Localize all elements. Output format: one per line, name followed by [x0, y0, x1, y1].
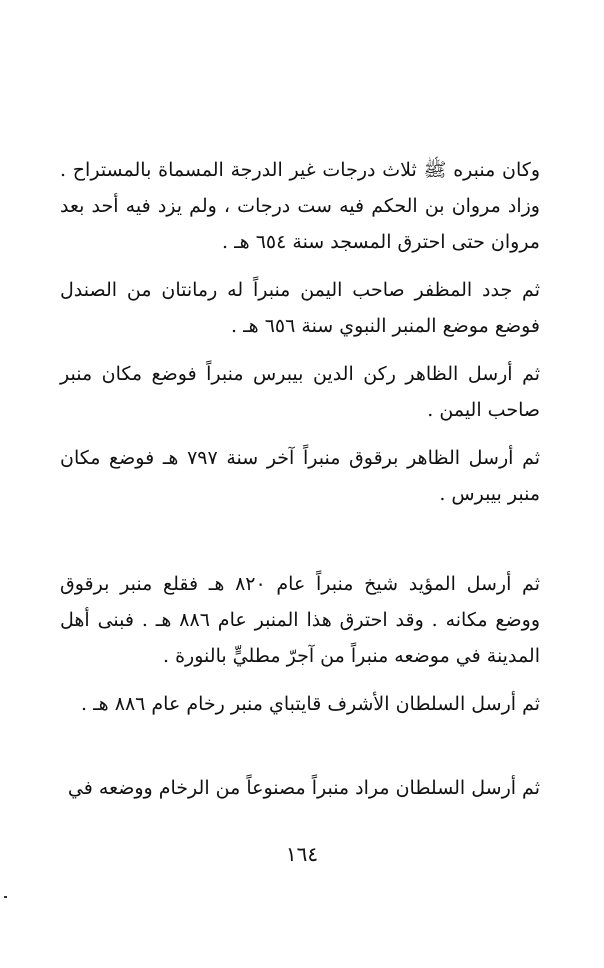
paragraph-qaitbay-minbar: ثم أرسل السلطان الأشرف قايتباي منبر رخام عام ٨٨٦ هـ .: [81, 693, 540, 715]
paragraph-baybars-minbar: ثم أرسل الظاهر ركن الدين بيبرس منبراً فوضع مكان منبر صاحب اليمن .: [60, 363, 540, 421]
paragraph-murad-minbar: ثم أرسل السلطان مراد منبراً مصنوعاً من الرخام ووضعه في: [67, 777, 540, 799]
paragraph-muzaffar-minbar: ثم جدد المظفر صاحب اليمن منبراً له رمانتان من الصندل فوضع موضع المنبر النبوي سنة ٦٥٦ هـ .: [60, 279, 540, 337]
paragraph-barquq-minbar: ثم أرسل الظاهر برقوق منبراً آخر سنة ٧٩٧ هـ فوضع مكان منبر بيبرس .: [60, 447, 540, 505]
paragraph-muayyad-minbar: ثم أرسل المؤيد شيخ منبراً عام ٨٢٠ هـ فقلع منبر برقوق ووضع مكانه . وقد احترق هذا المنبر عام ٨٨٦ هـ . فبنى أهل المدينة في موضعه منبراً من آجرّ مطليٍّ بالنورة .: [60, 573, 541, 667]
scan-speck: [4, 896, 7, 898]
page-number: ١٦٤: [285, 842, 319, 866]
paragraph-prophet-minbar: وكان منبره ﷺ ثلاث درجات غير الدرجة المسماة بالمستراح . وزاد مروان بن الحكم فيه ست درجات ، ولم يزد فيه أحد بعد مروان حتى احترق المسجد سنة ٦٥٤ هـ .: [60, 159, 540, 253]
